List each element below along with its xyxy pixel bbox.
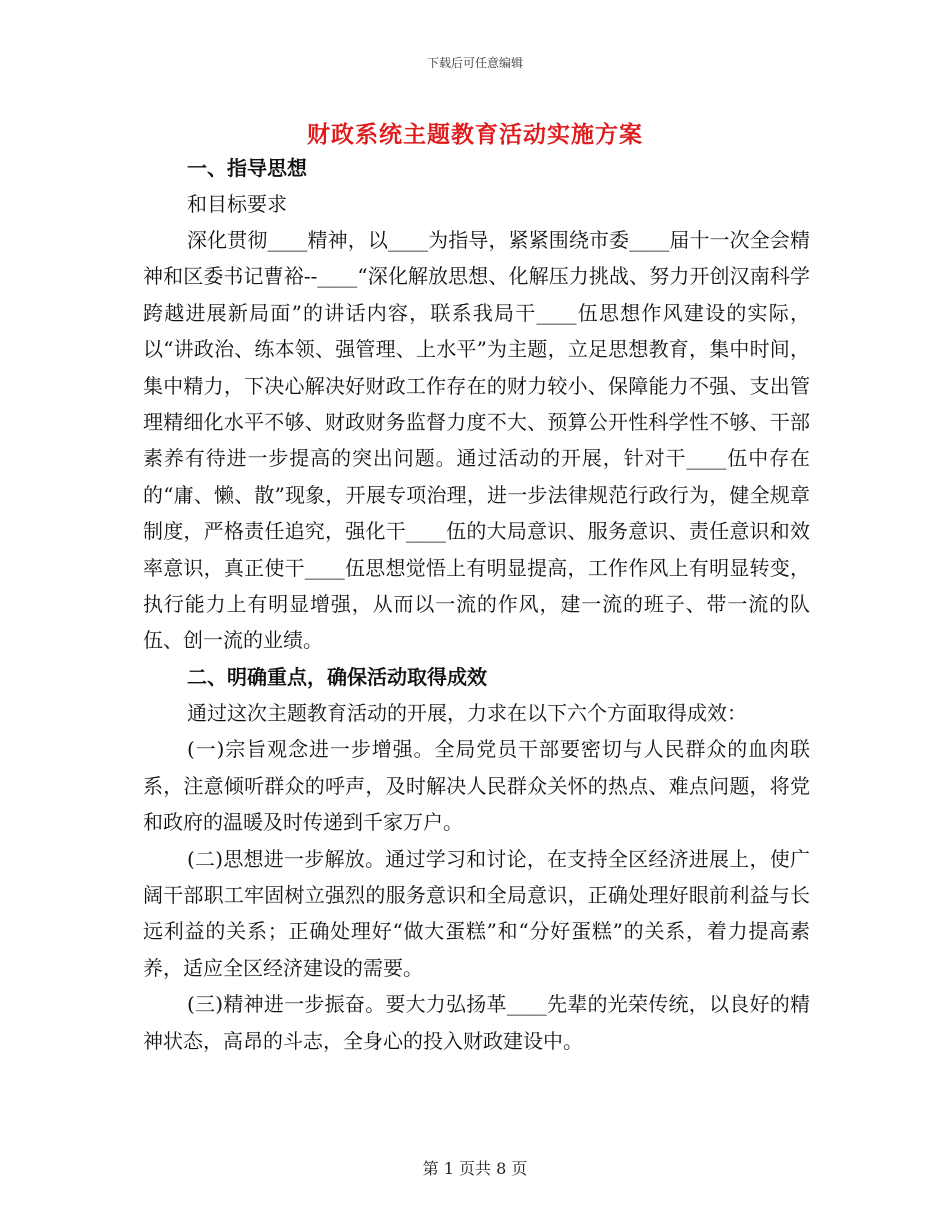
- section-heading-key-points: 二、明确重点，确保活动取得成效: [187, 664, 487, 689]
- document-title: 财政系统主题教育活动实施方案: [307, 121, 643, 148]
- paragraph-aspect-three: (三)精神进一步振奋。要大力弘扬革____先辈的光荣传统，以良好的精神状态，高昂的斗志，全身心的投入财政建设中。: [143, 992, 810, 1053]
- section-subheading-goals: 和目标要求: [187, 192, 287, 216]
- page-footer-page-number: 第 1 页共 8 页: [422, 1159, 528, 1178]
- paragraph-intro-six-aspects: 通过这次主题教育活动的开展，力求在以下六个方面取得成效：: [187, 700, 747, 725]
- document-body: [143, 150, 810, 1059]
- section-heading-guiding-ideology: 一、指导思想: [187, 156, 307, 180]
- page-header-note: 下载后可任意编辑: [426, 56, 523, 70]
- paragraph-aspect-two: (二)思想进一步解放。通过学习和讨论，在支持全区经济进展上，使广阔干部职工牢固树立强烈的服务意识和全局意识，正确处理好眼前利益与长远利益的关系；正确处理好“做大蛋糕”和“分好蛋糕”的关系，着力提高素养，适应全区经济建设的需要。: [143, 846, 810, 980]
- paragraph-aspect-one: (一)宗旨观念进一步增强。全局党员干部要密切与人民群众的血肉联系，注意倾听群众的呼声，及时解决人民群众关怀的热点、难点问题，将党和政府的温暖及时传递到千家万户。: [143, 737, 810, 835]
- paragraph-guiding-ideology: 深化贯彻____精神，以____为指导，紧紧围绕市委____届十一次全会精神和区委书记曹裕--____“深化解放思想、化解压力挑战、努力开创汉南科学跨越进展新局面”的讲话内容，联系我局干____伍思想作风建设的实际，以“讲政治、练本领、强管理、上水平”为主题，立足思想教育，集中时间，集中精力，下决心解决好财政工作存在的财力较小、保障能力不强、支出管理精细化水平不够、财政财务监督力度不大、预算公开性科学性不够、干部素养有待进一步提高的突出问题。通过活动的开展，针对干____伍中存在的“庸、懒、散”现象，开展专项治理，进一步法律规范行政行为，健全规章制度，严格责任追究，强化干____伍的大局意识、服务意识、责任意识和效率意识，真正使干____伍思想觉悟上有明显提高，工作作风上有明显转变，执行能力上有明显增强，从而以一流的作风，建一流的班子、带一流的队伍、创一流的业绩。: [143, 228, 810, 653]
